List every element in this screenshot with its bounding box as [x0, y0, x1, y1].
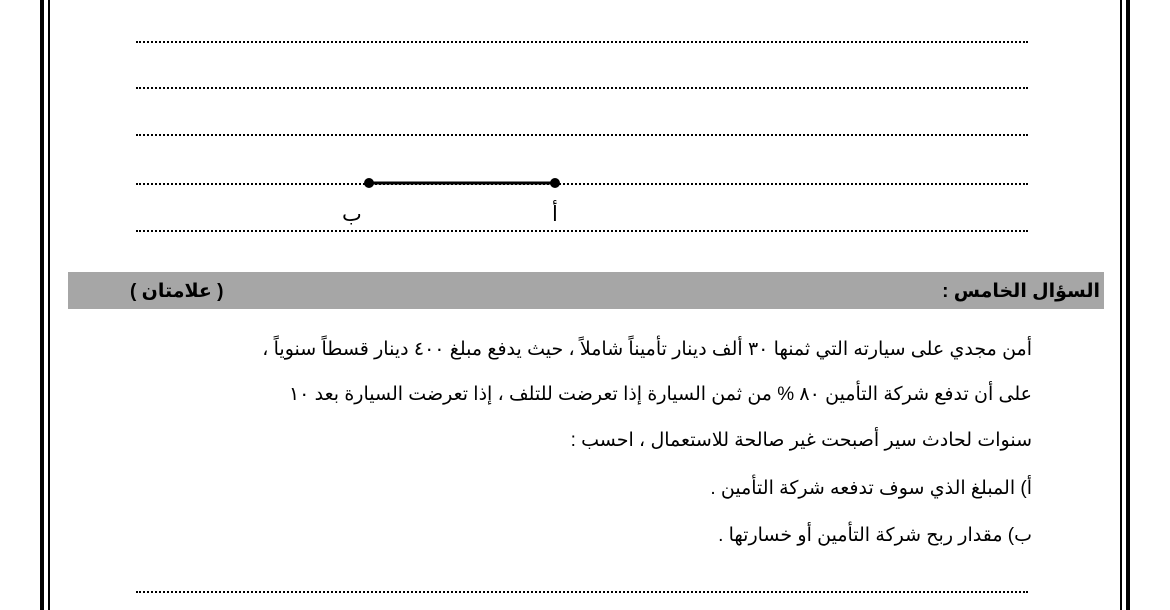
sub-question-a: أ) المبلغ الذي سوف تدفعه شركة التأمين .	[710, 478, 1032, 499]
answer-line	[136, 591, 1028, 593]
point-b-label: ب	[342, 203, 362, 226]
answer-line	[136, 230, 1028, 232]
line-segment-ab	[355, 170, 570, 196]
page-border-right	[1120, 0, 1130, 610]
page-border-left	[40, 0, 50, 610]
answer-line	[136, 41, 1028, 43]
question-header	[68, 272, 1104, 309]
question-line: على أن تدفع شركة التأمين ٨٠ % من ثمن السيارة إذا تعرضت للتلف ، إذا تعرضت السيارة بعد ١٠	[288, 384, 1032, 405]
point-a-label: أ	[552, 203, 558, 226]
question-title: السؤال الخامس :	[942, 281, 1100, 302]
question-line: أمن مجدي على سيارته التي ثمنها ٣٠ ألف دينار تأميناً شاملاً ، حيث يدفع مبلغ ٤٠٠ دينار قسطاً سنوياً ،	[262, 339, 1032, 360]
sub-question-b: ب) مقدار ربح شركة التأمين أو خسارتها .	[718, 525, 1032, 546]
question-marks: ( علامتان )	[130, 281, 224, 302]
answer-line	[136, 87, 1028, 89]
question-line: سنوات لحادث سير أصبحت غير صالحة للاستعمال ، احسب :	[570, 430, 1032, 451]
answer-line	[136, 134, 1028, 136]
point-b-dot	[364, 178, 374, 188]
answer-line	[136, 183, 1028, 185]
point-a-dot	[550, 178, 560, 188]
